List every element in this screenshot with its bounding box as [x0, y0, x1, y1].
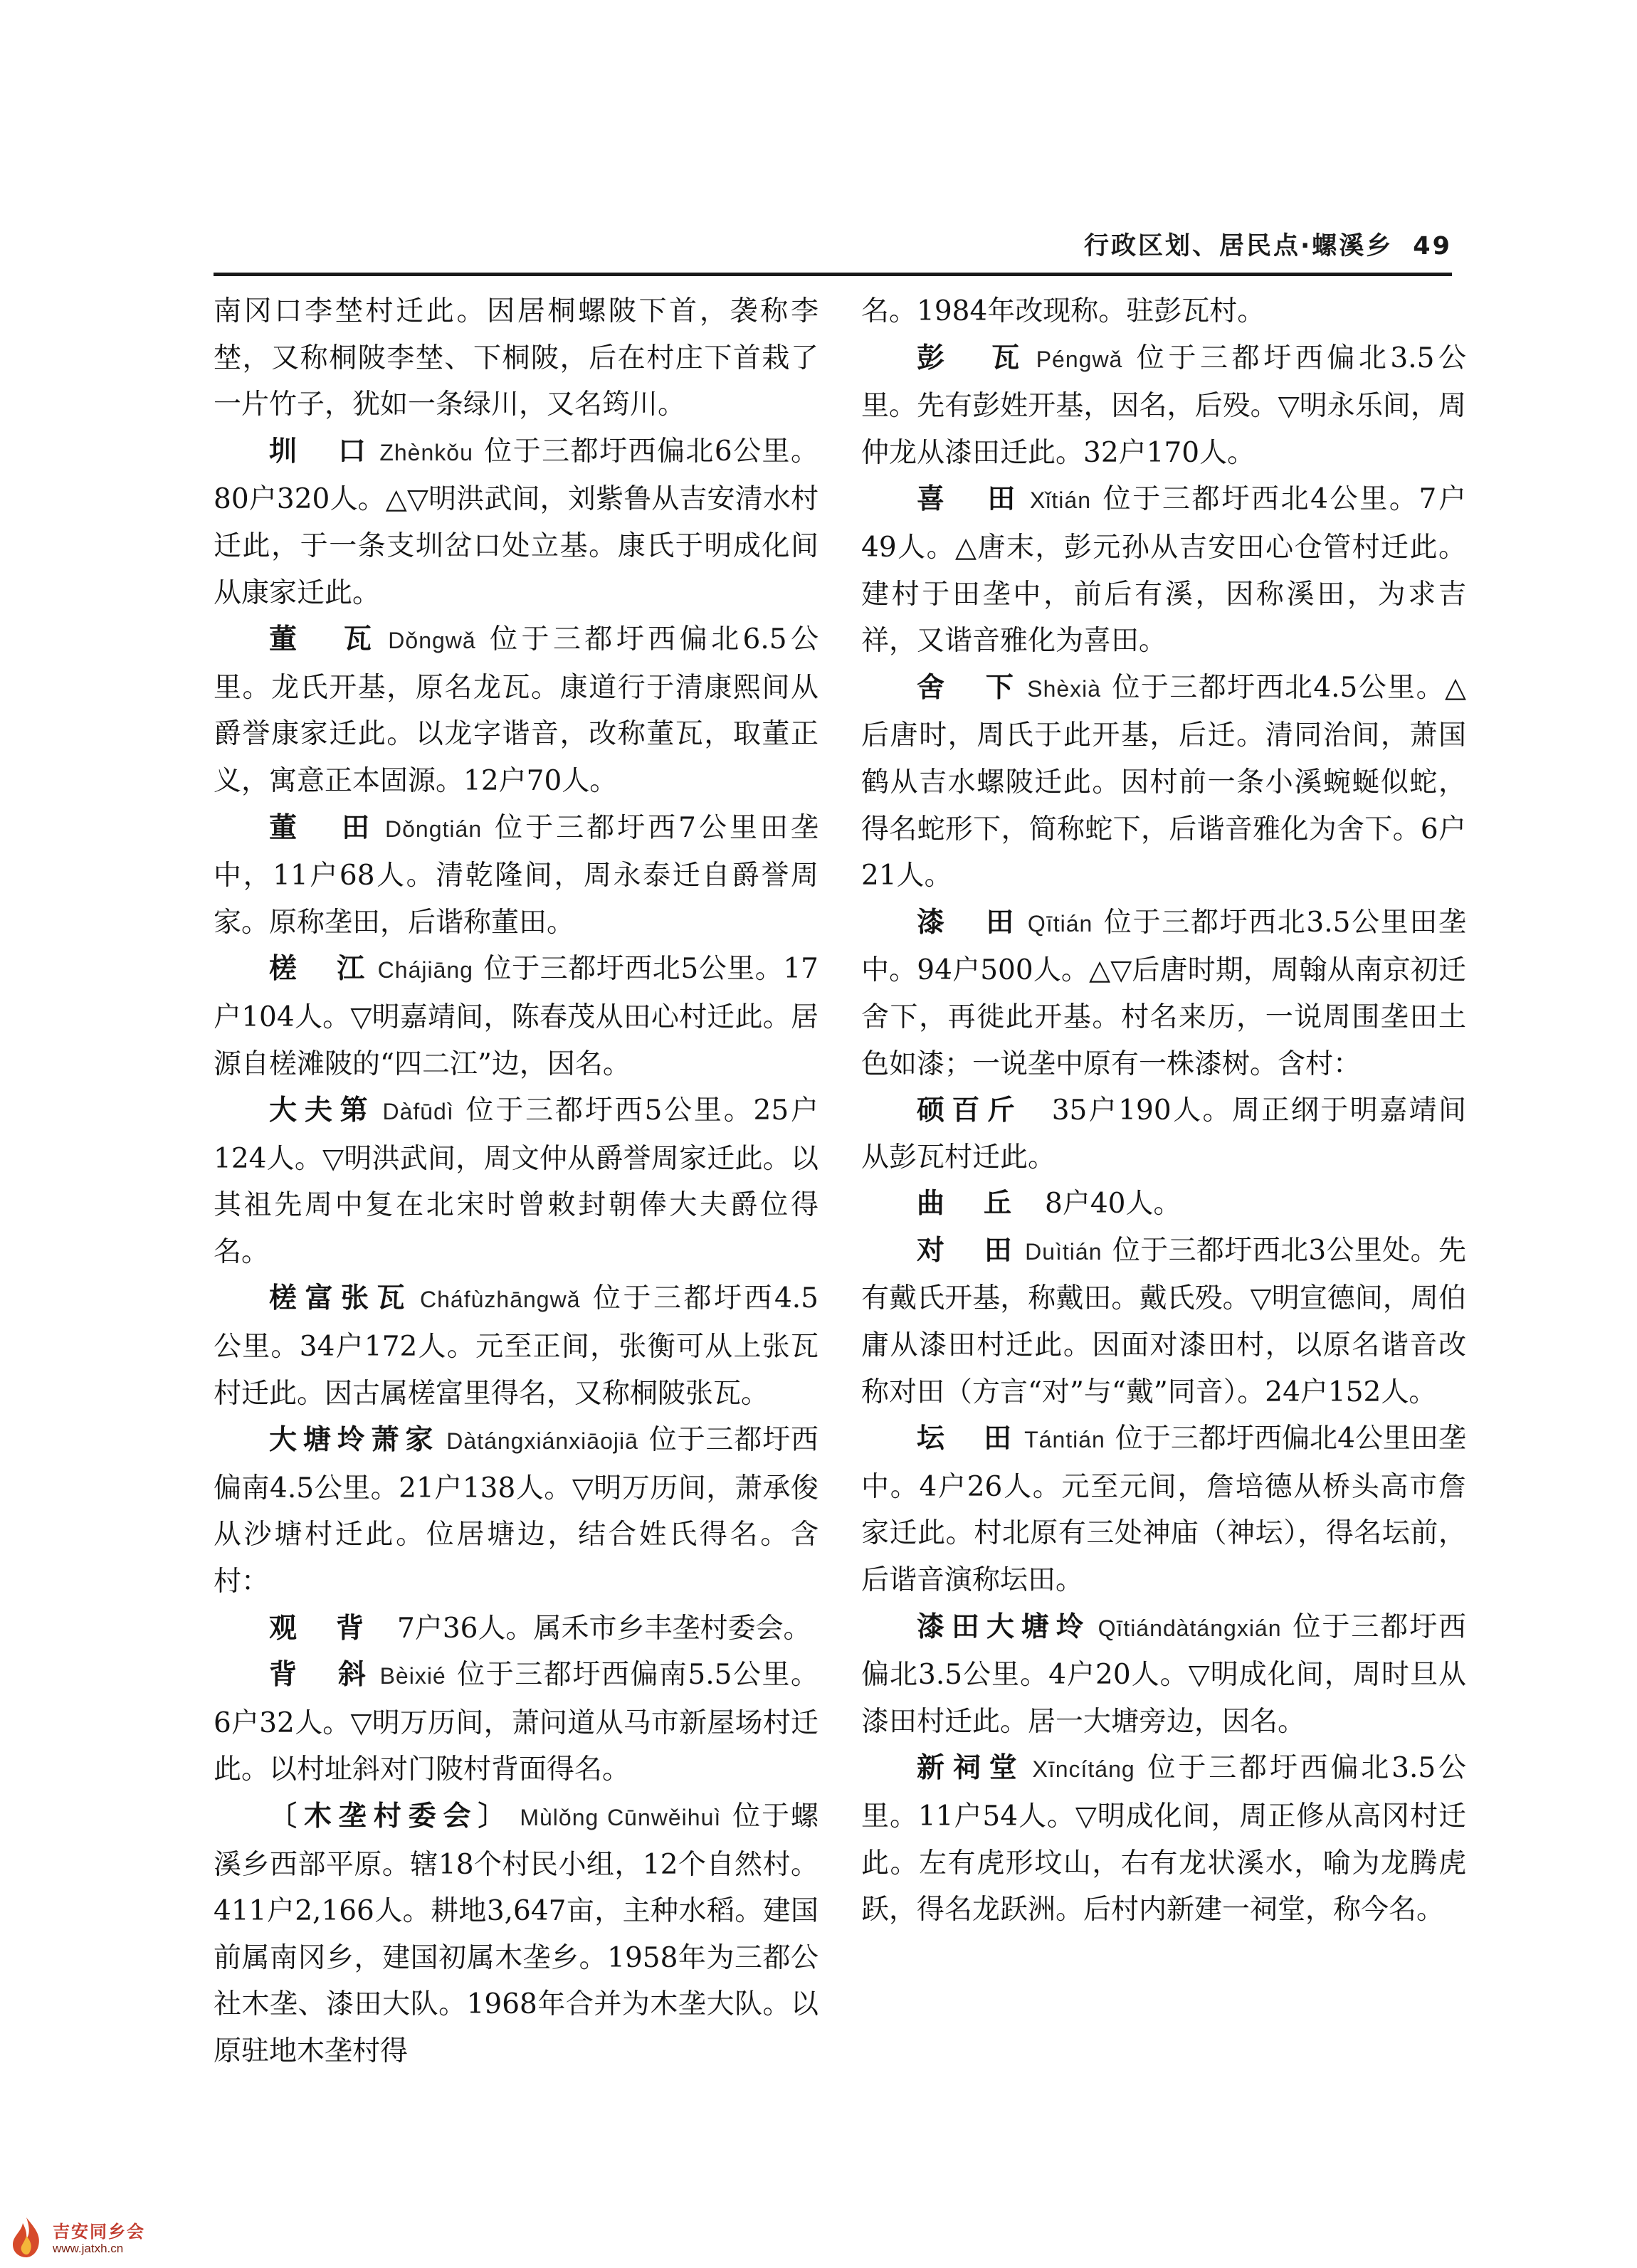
entry-headword: 彭 瓦 [917, 342, 1029, 374]
right-column [861, 288, 1466, 1934]
entry-text: 位于三都圩西北5公里。17户104人。▽明嘉靖间，陈春茂从田心村迁此。居源自槎滩陂的“四二江”边，因名。 [214, 953, 818, 1080]
entry-pinyin: Qītián [1027, 910, 1093, 937]
entry-headword: 坛 田 [917, 1423, 1018, 1455]
entry-pinyin: Shèxià [1027, 675, 1102, 702]
entry-text: 位于三都圩西偏北6.5公里。龙氏开基，原名龙瓦。康道行于清康熙间从爵誉康家迁此。以龙字谐音，改称董瓦，取董正义，寓意正本固源。12户70人。 [214, 623, 818, 797]
entry-paragraph [214, 288, 818, 428]
entry-paragraph [861, 476, 1466, 664]
entry-paragraph [861, 1745, 1466, 1933]
entry-paragraph [214, 428, 818, 616]
entry-text: 位于三都圩西北4.5公里。△后唐时，周氏于此开基，后迁。清同治间，萧国鹤从吉水螺陂迁此。因村前一条小溪蜿蜒似蛇，得名蛇形下，简称蛇下，后谐音雅化为舍下。6户21人。 [861, 671, 1466, 892]
entry-paragraph [861, 335, 1466, 477]
entry-pinyin: Duìtián [1025, 1238, 1102, 1265]
entry-paragraph [214, 805, 818, 946]
entry-pinyin: Péngwǎ [1036, 346, 1123, 372]
entry-text: 位于三都圩西偏北4公里田垄中。4户26人。元至元间，詹培德从桥头高市詹家迁此。村北原有三处神庙（神坛），得名坛前，后谐音演称坛田。 [861, 1423, 1466, 1597]
entry-headword: 新祠堂 [917, 1752, 1026, 1785]
entry-text: 位于螺溪乡西部平原。辖18个村民小组，12个自然村。411户2,166人。耕地3,647亩，主种水稻。建国前属南冈乡，建国初属木垄乡。1958年为三都公社木垄、漆田大队。1968年合并为木垄大队。以原驻地木垄村得 [214, 1800, 818, 2067]
entry-headword: 对 田 [917, 1234, 1018, 1267]
entry-headword: 圳 口 [269, 435, 373, 468]
entry-text: 位于三都圩西北3公里处。先有戴氏开基，称戴田。戴氏殁。▽明宣德间，周伯庸从漆田村迁此。因面对漆田村，以原名谐音改称对田（方言“对”与“戴”同音）。24户152人。 [861, 1234, 1466, 1408]
watermark-url: www.jatxh.cn [53, 2242, 124, 2255]
entry-paragraph [861, 1228, 1466, 1415]
entry-headword: 背 斜 [269, 1659, 373, 1692]
entry-paragraph [214, 1605, 818, 1652]
entry-pinyin: Dàfūdì [382, 1099, 454, 1125]
entry-text: 8户40人。 [1045, 1188, 1181, 1220]
entry-headword: 漆 田 [917, 906, 1021, 939]
entry-paragraph [214, 1652, 818, 1793]
entry-headword: 硕百斤 [917, 1095, 1023, 1127]
entry-text: 位于三都圩西偏北3.5公里。4户20人。▽明成化间，周时旦从漆田村迁此。居一大塘旁边，因名。 [861, 1610, 1466, 1738]
entry-paragraph [214, 1417, 818, 1605]
entry-text: 位于三都圩西偏北3.5公里。11户54人。▽明成化间，周正修从高冈村迁此。左有虎形坟山，右有龙状溪水，喻为龙腾虎跃，得名龙跃洲。后村内新建一祠堂，称今名。 [861, 1752, 1466, 1926]
flame-logo-icon [6, 2215, 47, 2260]
entry-text: 位于三都圩西偏北3.5公里。先有彭姓开基，因名，后殁。▽明永乐间，周仲龙从漆田迁此。32户170人。 [861, 342, 1466, 469]
site-watermark [6, 2205, 219, 2266]
entry-paragraph [214, 1793, 818, 2075]
entry-pinyin: Mùlǒng Cūnwěihuì [520, 1805, 722, 1830]
entry-pinyin: Bèixié [379, 1663, 446, 1689]
entry-headword: 大夫第 [269, 1095, 376, 1127]
entry-headword: 观 背 [269, 1612, 370, 1645]
entry-text: 位于三都圩西北4公里。7户49人。△唐末，彭元孙从吉安田心仓管村迁此。建村于田垄中，前后有溪，因称溪田，为求吉祥，又谐音雅化为喜田。 [861, 483, 1466, 658]
entry-text: 位于三都圩西7公里田垄中，11户68人。清乾隆间，周永泰迁自爵誉周家。原称垄田，后谐称董田。 [214, 811, 818, 939]
entry-pinyin: Xīncítáng [1032, 1756, 1135, 1783]
entry-pinyin: Chájiāng [377, 957, 473, 983]
entry-paragraph [214, 1275, 818, 1417]
entry-text: 位于三都圩西偏北6公里。80户320人。△▽明洪武间，刘紫鲁从吉安清水村迁此，于一条支圳岔口处立基。康氏于明成化间从康家迁此。 [214, 435, 818, 609]
watermark-name: 吉安同乡会 [53, 2222, 145, 2242]
entry-text: 名。1984年改现称。驻彭瓦村。 [861, 295, 1265, 327]
entry-headword: 漆田大塘坽 [917, 1610, 1091, 1643]
entry-headword: 曲 丘 [917, 1188, 1018, 1220]
entry-pinyin: Zhènkǒu [379, 439, 473, 465]
entry-headword: 〔木垄村委会〕 [269, 1800, 513, 1832]
entry-pinyin: Tántián [1024, 1427, 1105, 1453]
header-rule [214, 273, 1452, 276]
entry-paragraph [861, 1604, 1466, 1746]
entry-paragraph [861, 1087, 1466, 1181]
entry-paragraph [861, 1415, 1466, 1603]
entry-headword: 喜 田 [917, 483, 1023, 516]
entry-paragraph [861, 288, 1466, 335]
entry-pinyin: Xǐtián [1029, 487, 1091, 514]
entry-text: 位于三都圩西偏南4.5公里。21户138人。▽明万历间，萧承俊从沙塘村迁此。位居塘边，结合姓氏得名。含村： [214, 1424, 818, 1598]
entry-headword: 大塘坽萧家 [269, 1424, 440, 1457]
entry-text: 位于三都圩西5公里。25户124人。▽明洪武间，周文仲从爵誉周家迁此。以其祖先周中复在北宋时曾敕封朝俸大夫爵位得名。 [214, 1095, 818, 1268]
entry-paragraph [861, 665, 1466, 900]
entry-text: 南冈口李埜村迁此。因居桐螺陂下首，袭称李埜，又称桐陂李埜、下桐陂，后在村庄下首栽了一片竹子，犹如一条绿川，又名筠川。 [214, 295, 818, 421]
entry-headword: 槎富张瓦 [269, 1282, 413, 1315]
entry-headword: 槎 江 [269, 953, 371, 986]
entry-paragraph [214, 616, 818, 804]
entry-text: 位于三都圩西偏南5.5公里。6户32人。▽明万历间，萧问道从马市新屋场村迁此。以村址斜对门陂村背面得名。 [214, 1659, 818, 1786]
left-column [214, 288, 818, 2075]
entry-paragraph [214, 1087, 818, 1275]
entry-headword: 董 田 [269, 811, 379, 844]
entry-pinyin: Qītiándàtángxián [1098, 1615, 1282, 1641]
entry-paragraph [214, 946, 818, 1087]
entry-pinyin: Dǒngtián [385, 816, 483, 842]
entry-text: 35户190人。周正纲于明嘉靖间从彭瓦村迁此。 [861, 1095, 1466, 1173]
entry-headword: 舍 下 [917, 671, 1021, 704]
entry-headword: 董 瓦 [269, 623, 381, 656]
entry-text: 位于三都圩西4.5公里。34户172人。元至正间，张衡可从上张瓦村迁此。因古属槎富里得名，又称桐陂张瓦。 [214, 1282, 818, 1410]
running-head [1084, 226, 1452, 262]
entry-text: 7户36人。属禾市乡丰垄村委会。 [397, 1612, 811, 1645]
entry-pinyin: Dàtángxiánxiāojiā [446, 1428, 638, 1455]
running-head-title: 行政区划、居民点·螺溪乡 [1083, 232, 1394, 260]
entry-paragraph [861, 900, 1466, 1087]
entry-paragraph [861, 1181, 1466, 1228]
entry-text: 位于三都圩西北3.5公里田垄中。94户500人。△▽后唐时期，周翰从南京初迁舍下，再徙此开基。村名来历，一说周围垄田土色如漆；一说垄中原有一株漆树。含村： [861, 906, 1466, 1080]
entry-pinyin: Cháfùzhāngwǎ [420, 1287, 581, 1313]
entry-pinyin: Dǒngwǎ [388, 628, 476, 654]
page-header [214, 226, 1452, 266]
page-number: 49 [1413, 232, 1452, 260]
